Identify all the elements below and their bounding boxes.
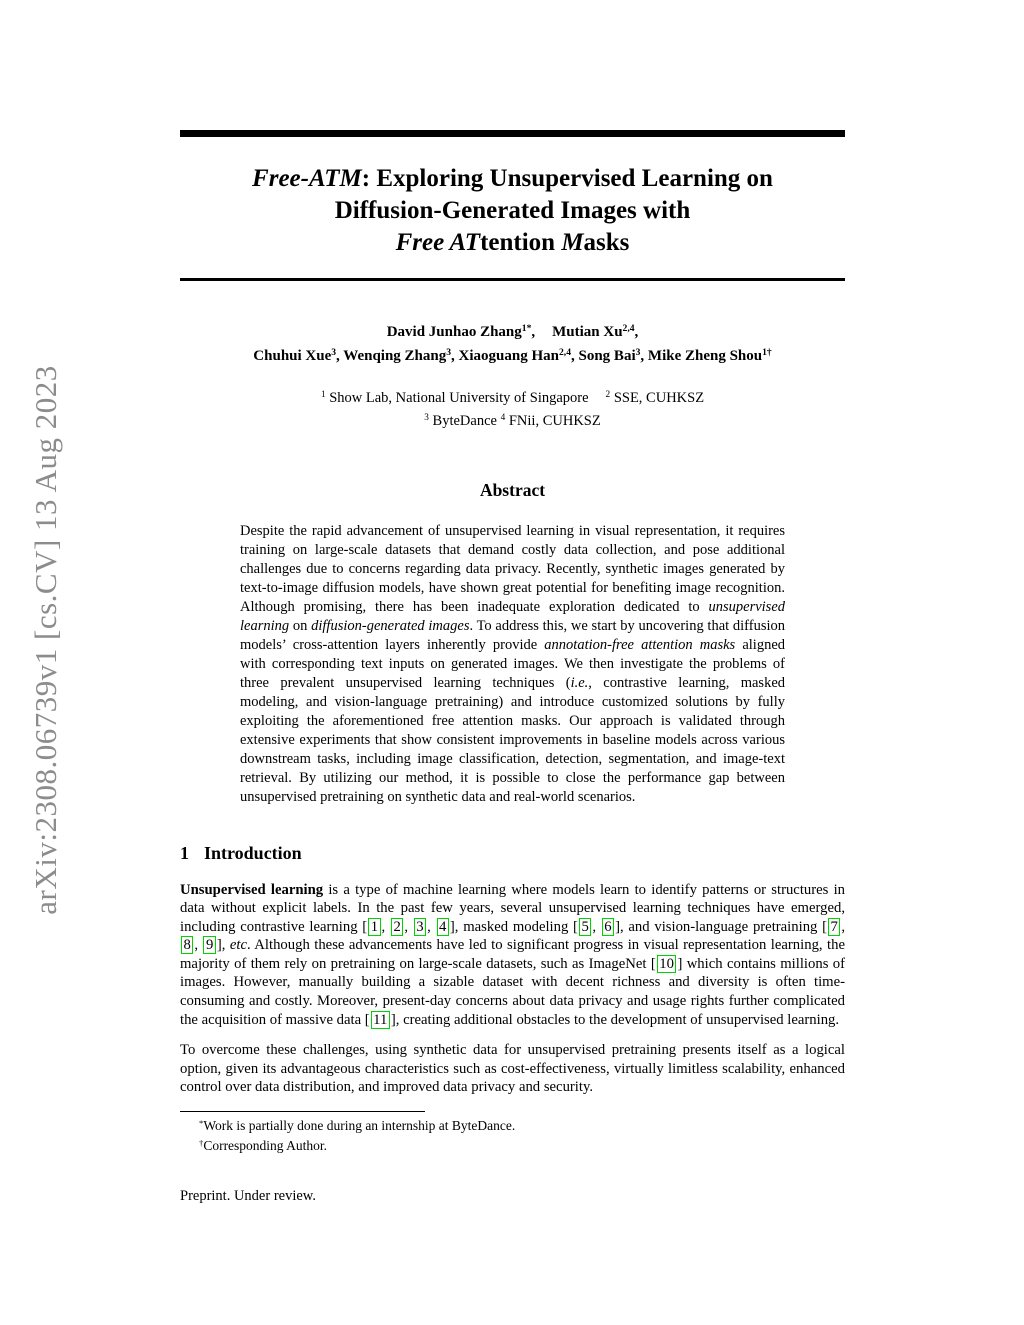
footnote-internship: *Work is partially done during an internship at ByteDance. xyxy=(199,1118,516,1134)
citation-link[interactable]: 9 xyxy=(203,936,215,954)
superscript-marker: 3 xyxy=(635,347,641,359)
superscript-marker: 2,4 xyxy=(559,347,571,359)
title-rule-bottom xyxy=(180,278,845,281)
superscript-marker: 4 xyxy=(500,413,506,424)
superscript-marker: 3 xyxy=(446,347,452,359)
superscript-marker: * xyxy=(199,1118,204,1129)
paper-content-column xyxy=(180,0,845,1205)
superscript-marker: 3 xyxy=(424,413,429,424)
footnote-rule xyxy=(180,1111,425,1112)
author-line-1: David Junhao Zhang$^{1*}$, Mutian Xu$^{2,4}$, xyxy=(386,323,639,340)
section-number: 1 xyxy=(180,842,189,863)
superscript-marker: 1* xyxy=(521,323,532,335)
superscript-marker: 2 xyxy=(605,390,611,401)
paper-title-line-3: Free ATtention Masks xyxy=(395,229,630,256)
intro-paragraph-2: To overcome these challenges, using synthetic data for unsupervised pretraining presents itself as a logical option, given its advantageous characteristics such as cost-effectiveness, virtually limitless scalability, enhanced control over data distribution, and improved data privacy and security. xyxy=(180,1042,845,1096)
affiliation-line-2: $^3$ ByteDance $^4$ FNii, CUHKSZ xyxy=(424,412,601,429)
superscript-marker: 2,4 xyxy=(622,323,635,335)
author-line-2: Chuhui Xue$^3$, Wenqing Zhang$^3$, Xiaoguang Han$^{2,4}$, Song Bai$^3$, Mike Zheng Shou$^{1\dagger}$ xyxy=(253,347,772,364)
paper-title-line-2: Diffusion-Generated Images with xyxy=(334,197,691,224)
citation-link[interactable]: 5 xyxy=(579,918,591,936)
superscript-marker: † xyxy=(199,1138,204,1149)
arxiv-watermark: arXiv:2308.06739v1 [cs.CV] 13 Aug 2023 xyxy=(28,365,63,915)
intro-paragraph-1: Unsupervised learning is a type of machine learning where models learn to identify patterns or structures in data without explicit labels. In the past few years, several unsupervised learning techniques have emerged, including contrastive learning [ 1 , 2 , 3 , 4 ], masked modeling [ 5 , 6 ], and vision-language pretraining [ 7 , 8 , 9 ], etc. Although these advancements have led to significant progress in visual representation learning, the majority of them rely on pretraining on large-scale datasets, such as ImageNet [ 10 ] which contains millions of images. However, manually building a sizable dataset with decent richness and diversity is often time-consuming and costly. Moreover, present-day concerns about data privacy and usage rights further complicated the acquisition of massive data [ 11 ], creating additional obstacles to the development of unsupervised learning. xyxy=(180,881,846,1028)
citation-link[interactable]: 10 xyxy=(657,955,677,973)
citation-link[interactable]: 11 xyxy=(371,1011,390,1029)
affiliation-line-1: $^1$ Show Lab, National University of Singapore $^2$ SSE, CUHKSZ xyxy=(320,389,705,406)
citation-link[interactable]: 4 xyxy=(437,918,449,936)
abstract-text: Despite the rapid advancement of unsupervised learning in visual representation, it requires training on large-scale datasets that demand costly data collection, and pose additional challenges due to concerns regarding data privacy. Recently, synthetic images generated by text-to-image diffusion models, have shown great potential for benefiting image recognition. Although promising, there has been inadequate exploration dedicated to unsupervised learning on diffusion-generated images. To address this, we start by uncovering that diffusion models’ cross-attention layers inherently provide annotation-free attention masks aligned with corresponding text inputs on generated images. We then investigate the problems of three prevalent unsupervised learning techniques (i.e., contrastive learning, masked modeling, and vision-language pretraining) and introduce customized solutions by fully exploiting the aforementioned free attention masks. Our approach is validated through extensive experiments that show consistent improvements in baseline models across various downstream tasks, including image classification, detection, segmentation, and image-text retrieval. By utilizing our method, it is possible to close the performance gap between unsupervised pretraining on synthetic data and real-world scenarios. xyxy=(240,522,786,805)
author-block xyxy=(180,321,845,369)
citation-link[interactable]: 6 xyxy=(602,918,614,936)
section-heading-introduction xyxy=(180,843,845,864)
paper-title-line-1: Free-ATM: Exploring Unsupervised Learning on xyxy=(252,165,773,192)
superscript-marker: 1† xyxy=(762,347,772,359)
section-title: Introduction xyxy=(204,842,302,863)
footnote-corresponding-author: †Corresponding Author. xyxy=(199,1138,328,1154)
citation-link[interactable]: 3 xyxy=(414,918,426,936)
citation-link[interactable]: 8 xyxy=(181,936,193,954)
abstract-heading: Abstract xyxy=(479,479,546,500)
citation-link[interactable]: 7 xyxy=(828,918,840,936)
affiliation-block xyxy=(180,388,845,434)
paper-title xyxy=(180,163,845,259)
citation-link[interactable]: 2 xyxy=(391,918,403,936)
superscript-marker: 1 xyxy=(320,390,326,401)
preprint-note: Preprint. Under review. xyxy=(180,1188,316,1205)
citation-link[interactable]: 1 xyxy=(368,918,380,936)
superscript-marker: 3 xyxy=(331,347,337,359)
title-rule-top xyxy=(180,130,845,137)
